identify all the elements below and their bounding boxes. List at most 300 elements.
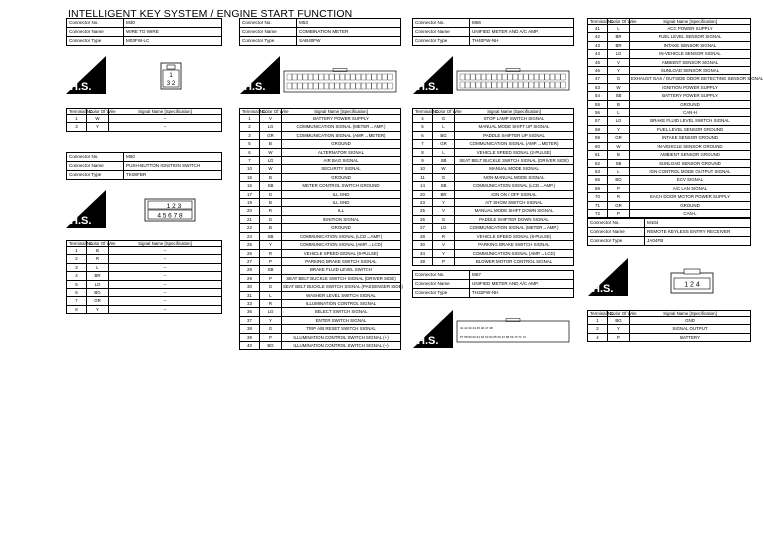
- signal-name-cell: IN-VEHICLE SENSOR GROUND: [630, 142, 751, 150]
- terminal-no-cell: 3: [240, 131, 260, 139]
- signal-name-cell: GROUND: [282, 173, 401, 181]
- table-row: [588, 41, 751, 49]
- wire-color-cell: V: [433, 241, 455, 249]
- table-row: [413, 215, 574, 223]
- m30-connector-face: [160, 62, 182, 95]
- wire-color-cell: R: [608, 193, 630, 201]
- label: Connector Name: [588, 228, 645, 237]
- signal-name-cell: BATTERY: [630, 333, 751, 341]
- terminal-no-cell: 8: [67, 305, 87, 313]
- wire-color-cell: LG: [87, 280, 109, 288]
- hs-icon: [66, 56, 106, 94]
- table-row: [413, 123, 574, 131]
- table-row: [413, 207, 574, 215]
- signal-name-cell: ILLUMINATION CONTROL SWITCH SIGNAL (+): [282, 333, 401, 341]
- table-row: [588, 325, 751, 333]
- signal-name-cell: STOP LAMP SWITCH SIGNAL: [455, 115, 574, 123]
- wire-color-cell: LG: [260, 157, 282, 165]
- header: Terminal No.: [588, 311, 608, 317]
- table-row: [413, 190, 574, 198]
- terminal-no-cell: 65: [588, 176, 608, 184]
- signal-name-cell: ILL GND: [282, 190, 401, 198]
- terminal-no-cell: 25: [240, 241, 260, 249]
- hs-icon: [413, 310, 453, 348]
- m66-connector-face: [456, 68, 570, 97]
- svg-text:H.S.: H.S.: [592, 283, 614, 295]
- table-row: [240, 173, 401, 181]
- label: Connector Type: [588, 237, 645, 246]
- table-row: [413, 232, 574, 240]
- m104-type: JA04FB: [645, 237, 751, 246]
- svg-text:1 2 3: 1 2 3: [166, 203, 182, 210]
- wire-color-cell: R: [87, 255, 109, 263]
- table-row: [413, 257, 574, 265]
- signal-name-cell: COMMUNICATION SIGNAL (LCD→AMP.): [455, 182, 574, 190]
- m30-connector-info: [66, 18, 222, 46]
- signal-name-cell: CAN-H: [630, 109, 751, 117]
- signal-name-cell: BRAKE FLUID LEVEL SWITCH: [282, 266, 401, 274]
- signal-name-cell: BRAKE FLUID LEVEL SWITCH SIGNAL: [630, 117, 751, 125]
- terminal-no-cell: 70: [588, 193, 608, 201]
- terminal-no-cell: 24: [240, 232, 260, 240]
- terminal-no-cell: 40: [240, 341, 260, 349]
- table-row: [67, 255, 222, 263]
- signal-name-cell: BATTERY POWER SUPPLY: [282, 115, 401, 123]
- signal-name-cell: –: [109, 280, 222, 288]
- svg-text:4 5 6 7 8: 4 5 6 7 8: [157, 212, 183, 220]
- wire-color-cell: BG: [608, 176, 630, 184]
- table-row: [413, 224, 574, 232]
- terminal-no-cell: 17: [240, 190, 260, 198]
- table-row: [240, 207, 401, 215]
- table-row: [240, 182, 401, 190]
- terminal-no-cell: 61: [588, 151, 608, 159]
- table-row: [413, 249, 574, 257]
- table-row: [240, 283, 401, 291]
- label: Connector No.: [240, 19, 297, 28]
- signal-name-cell: A/C LAN SIGNAL: [630, 184, 751, 192]
- table-row: [413, 131, 574, 139]
- signal-name-cell: IGNITION POWER SUPPLY: [630, 83, 751, 91]
- terminal-no-cell: 62: [588, 159, 608, 167]
- table-row: [67, 272, 222, 280]
- m67-no: M67: [470, 271, 574, 280]
- signal-name-cell: TRIP A/B RESET SWITCH SIGNAL: [282, 325, 401, 333]
- table-row: [588, 167, 751, 175]
- terminal-no-cell: 47: [588, 75, 608, 83]
- label: Connector Name: [67, 162, 124, 171]
- terminal-no-cell: 36: [240, 308, 260, 316]
- wire-color-cell: LG: [260, 308, 282, 316]
- svg-text:H.S.: H.S.: [244, 81, 266, 93]
- table-row: [588, 193, 751, 201]
- page-title: INTELLIGENT KEY SYSTEM / ENGINE START FUNCTION: [68, 8, 353, 20]
- wire-color-cell: W: [608, 142, 630, 150]
- wire-color-cell: LG: [260, 123, 282, 131]
- m66-type: TH40FW-NH: [470, 37, 574, 46]
- wire-color-cell: Y: [433, 199, 455, 207]
- terminal-no-cell: 21: [240, 215, 260, 223]
- terminal-no-cell: 63: [588, 167, 608, 175]
- header: Color Of Wire: [433, 109, 455, 115]
- wire-color-cell: W: [87, 115, 109, 123]
- svg-text:41 42 43 44 45 46 47 48: 41 42 43 44 45 46 47 48: [460, 326, 493, 330]
- hs-icon: [66, 190, 106, 228]
- svg-text:57 58 59 60 61 62 63 64 65 66: 57 58 59 60 61 62 63 64 65 66 67 68 69 70 71 72: [460, 335, 526, 339]
- signal-name-cell: COMMUNICATION SIGNAL (LCD→AMP.): [282, 232, 401, 240]
- header: Terminal No.: [67, 241, 87, 247]
- label: Connector Name: [240, 28, 297, 37]
- table-row: [240, 333, 401, 341]
- signal-name-cell: EACH DOOR MOTOR POWER SUPPLY: [630, 193, 751, 201]
- table-row: [240, 299, 401, 307]
- table-row: [67, 297, 222, 305]
- label: Connector No.: [588, 219, 645, 228]
- label: Connector Type: [67, 171, 124, 180]
- signal-name-cell: ILLUMINATION CONTROL SIGNAL: [282, 299, 401, 307]
- terminal-no-cell: 5: [413, 123, 433, 131]
- signal-name-cell: EXHAUST GAS / OUTSIDE ODOR DETECTING SENSOR SIGNAL: [631, 76, 763, 82]
- label: Connector Type: [240, 37, 297, 46]
- table-row: [588, 142, 751, 150]
- table-row: [240, 341, 401, 349]
- signal-name-cell: COMMUNICATION SIGNAL (METER→AMP.): [455, 224, 574, 232]
- terminal-no-cell: 3: [67, 263, 87, 271]
- signal-name-cell: BLOWER MOTOR CONTROL SIGNAL: [455, 257, 574, 265]
- terminal-no-cell: 41: [588, 25, 608, 33]
- m30-no: M30: [124, 19, 222, 28]
- wire-color-cell: L: [433, 148, 455, 156]
- label: Connector No.: [413, 271, 470, 280]
- table-row: [588, 109, 751, 117]
- terminal-no-cell: 4: [413, 115, 433, 123]
- signal-name-cell: NON-MANUAL MODE SIGNAL: [455, 173, 574, 181]
- signal-name-cell: SECURITY SIGNAL: [282, 165, 401, 173]
- table-row: [588, 83, 751, 91]
- signal-name-cell: SEAT BELT BUCKLE SWITCH SIGNAL (DRIVER SIDE): [282, 274, 401, 282]
- wire-color-cell: Y: [608, 67, 630, 75]
- terminal-no-cell: 44: [588, 50, 608, 58]
- wire-color-cell: LG: [433, 224, 455, 232]
- svg-text:1: 1: [169, 73, 173, 79]
- signal-name-cell: COMMUNICATION SIGNAL (AMP.→METER): [282, 131, 401, 139]
- wire-color-cell: BR: [87, 272, 109, 280]
- terminal-no-cell: 69: [588, 184, 608, 192]
- table-row: [588, 201, 751, 209]
- table-row: [240, 257, 401, 265]
- wire-color-cell: GR: [433, 140, 455, 148]
- svg-text:1 2 4: 1 2 4: [684, 281, 700, 289]
- signal-name-cell: ILLUMINATION CONTROL SWITCH SIGNAL (–): [282, 341, 401, 349]
- table-row: [588, 317, 751, 325]
- signal-name-cell: –: [109, 263, 222, 271]
- table-row: [588, 25, 751, 33]
- table-row: [588, 100, 751, 108]
- table-row: [588, 92, 751, 100]
- wire-color-cell: W: [608, 83, 630, 91]
- m50-terminal-table: [66, 240, 222, 314]
- signal-name-cell: PADDLE SHIFTER UP SIGNAL: [455, 131, 574, 139]
- signal-name-cell: VEHICLE SPEED SIGNAL (8-PULSE): [455, 232, 574, 240]
- m50-connector-face: [144, 198, 196, 227]
- terminal-no-cell: 38: [413, 257, 433, 265]
- signal-name-cell: ACC POWER SUPPLY: [630, 25, 751, 33]
- terminal-no-cell: 42: [588, 33, 608, 41]
- m50-connector-info: [66, 152, 222, 180]
- terminal-no-cell: 33: [240, 299, 260, 307]
- label: Connector Type: [67, 37, 124, 46]
- signal-name-cell: ENTER SWITCH SIGNAL: [282, 316, 401, 324]
- wire-color-cell: P: [608, 209, 630, 217]
- signal-name-cell: ILL: [282, 207, 401, 215]
- wire-color-cell: BG: [260, 341, 282, 349]
- terminal-no-cell: 27: [240, 257, 260, 265]
- wire-color-cell: L: [87, 263, 109, 271]
- table-row: [588, 151, 751, 159]
- header: Signal Name [Specification]: [109, 109, 222, 115]
- terminal-no-cell: 7: [67, 297, 87, 305]
- label: Connector Name: [413, 28, 470, 37]
- signal-name-cell: FUEL LEVEL SENSOR GROUND: [630, 125, 751, 133]
- signal-name-cell: AMBIENT SENSOR GROUND: [630, 151, 751, 159]
- wire-color-cell: W: [433, 165, 455, 173]
- header: Terminal No.: [240, 109, 260, 115]
- wire-color-cell: G: [433, 115, 455, 123]
- wire-color-cell: GR: [260, 131, 282, 139]
- wire-color-cell: SB: [608, 92, 630, 100]
- signal-name-cell: A/T SHOW SWITCH SIGNAL: [455, 199, 574, 207]
- signal-name-cell: –: [109, 247, 222, 255]
- terminal-no-cell: 58: [588, 125, 608, 133]
- table-row: [240, 131, 401, 139]
- m66-name: UNIFIED METER AND A/C AMP.: [470, 28, 574, 37]
- signal-name-cell: GROUND: [630, 100, 751, 108]
- table-row: [67, 289, 222, 297]
- table-row: [588, 176, 751, 184]
- header: Terminal No.: [413, 109, 433, 115]
- svg-text:H.S.: H.S.: [417, 335, 439, 347]
- table-row: [588, 50, 751, 58]
- m66-terminal-table: [412, 108, 574, 266]
- wire-color-cell: G: [433, 215, 455, 223]
- wire-color-cell: V: [433, 207, 455, 215]
- wire-color-cell: BR: [608, 41, 630, 49]
- label: Connector Type: [413, 37, 470, 46]
- terminal-no-cell: 19: [240, 199, 260, 207]
- header: Color Of Wire: [608, 311, 630, 317]
- terminal-no-cell: 22: [240, 224, 260, 232]
- wire-color-cell: Y: [260, 241, 282, 249]
- signal-name-cell: COMMUNICATION SIGNAL (METER→AMP.): [282, 123, 401, 131]
- header: Terminal No.: [67, 109, 87, 115]
- signal-name-cell: SUNLOAD SENSOR GROUND: [630, 159, 751, 167]
- terminal-no-cell: 39: [240, 333, 260, 341]
- terminal-no-cell: 71: [588, 201, 608, 209]
- label: Connector No.: [67, 19, 124, 28]
- signal-name-cell: BATTERY POWER SUPPLY: [630, 92, 751, 100]
- wire-color-cell: BR: [608, 33, 630, 41]
- wire-color-cell: B: [260, 173, 282, 181]
- wire-color-cell: V: [260, 115, 282, 123]
- wire-color-cell: B: [608, 151, 630, 159]
- m53-connector-face: [283, 68, 397, 99]
- terminal-no-cell: 7: [413, 140, 433, 148]
- wire-color-cell: BG: [608, 317, 630, 325]
- wire-color-cell: Y: [87, 305, 109, 313]
- wire-color-cell: GR: [87, 297, 109, 305]
- signal-name-cell: WASHER LEVEL SWITCH SIGNAL: [282, 291, 401, 299]
- terminal-no-cell: 1: [588, 317, 608, 325]
- table-row: [240, 241, 401, 249]
- m30-name: WIRE TO WIRE: [124, 28, 222, 37]
- terminal-no-cell: 3: [67, 123, 87, 131]
- wire-color-cell: B: [608, 100, 630, 108]
- svg-text:3 2: 3 2: [166, 81, 176, 87]
- terminal-no-cell: 57: [588, 117, 608, 125]
- wire-color-cell: SB: [260, 182, 282, 190]
- terminal-no-cell: 7: [240, 157, 260, 165]
- table-row: [413, 165, 574, 173]
- terminal-no-cell: 55: [588, 100, 608, 108]
- terminal-no-cell: 5: [240, 140, 260, 148]
- wire-color-cell: Y: [608, 125, 630, 133]
- table-row: [588, 117, 751, 125]
- table-row: [240, 308, 401, 316]
- table-row: [413, 157, 574, 165]
- terminal-no-cell: 9: [413, 157, 433, 165]
- wire-color-cell: B: [260, 140, 282, 148]
- m30-terminal-table: [66, 108, 222, 132]
- wire-color-cell: SB: [433, 157, 455, 165]
- wire-color-cell: L: [433, 123, 455, 131]
- wire-color-cell: R: [260, 207, 282, 215]
- terminal-no-cell: 2: [588, 325, 608, 333]
- wire-color-cell: L: [608, 167, 630, 175]
- header: Signal Name [Specification]: [109, 241, 222, 247]
- terminal-no-cell: 72: [588, 209, 608, 217]
- wire-color-cell: R: [260, 249, 282, 257]
- table-row: [240, 123, 401, 131]
- m67-terminal-table: [587, 18, 763, 218]
- m104-connector-face: [670, 268, 714, 299]
- header: Signal Name [Specification]: [282, 109, 401, 115]
- signal-name-cell: PARKING BRAKE SWITCH SIGNAL: [282, 257, 401, 265]
- svg-text:H.S.: H.S.: [417, 81, 439, 93]
- table-row: [588, 67, 751, 75]
- m104-terminal-table: [587, 310, 751, 342]
- signal-name-cell: MANUAL MODE SHIFT UP SIGNAL: [455, 123, 574, 131]
- signal-name-cell: PADDLE SHIFTER DOWN SIGNAL: [455, 215, 574, 223]
- table-row: [240, 266, 401, 274]
- terminal-no-cell: 20: [240, 207, 260, 215]
- terminal-no-cell: 10: [413, 165, 433, 173]
- wire-color-cell: P: [260, 333, 282, 341]
- hs-icon: [588, 258, 628, 296]
- table-row: [413, 140, 574, 148]
- table-row: [413, 148, 574, 156]
- terminal-no-cell: 6: [240, 148, 260, 156]
- signal-name-cell: VEHICLE SPEED SIGNAL (8-PULSE): [282, 249, 401, 257]
- m67-connector-info: [412, 270, 574, 298]
- table-row: [240, 115, 401, 123]
- wire-color-cell: Y: [260, 316, 282, 324]
- wire-color-cell: BG: [87, 289, 109, 297]
- wire-color-cell: P: [608, 184, 630, 192]
- signal-name-cell: ALTERNATOR SIGNAL: [282, 148, 401, 156]
- terminal-no-cell: 26: [240, 249, 260, 257]
- m104-no: M104: [645, 219, 751, 228]
- terminal-no-cell: 1: [67, 247, 87, 255]
- table-row: [588, 134, 751, 142]
- table-row: [67, 123, 222, 131]
- svg-text:H.S.: H.S.: [70, 81, 92, 93]
- wire-color-cell: B: [87, 247, 109, 255]
- table-row: [588, 333, 751, 341]
- table-row: [240, 224, 401, 232]
- m50-type: TK08FBR: [124, 171, 222, 180]
- table-row: [588, 33, 751, 41]
- terminal-no-cell: 30: [413, 241, 433, 249]
- terminal-no-cell: 2: [240, 123, 260, 131]
- terminal-no-cell: 60: [588, 142, 608, 150]
- signal-name-cell: IGN CONTROL MODE OUTPUT SIGNAL: [630, 167, 751, 175]
- terminal-no-cell: 4: [588, 333, 608, 341]
- wire-color-cell: G: [433, 173, 455, 181]
- signal-name-cell: –: [109, 123, 222, 131]
- table-row: [588, 125, 751, 133]
- signal-name-cell: –: [109, 297, 222, 305]
- wire-color-cell: P: [433, 257, 455, 265]
- signal-name-cell: SUNLOAD SENSOR SIGNAL: [630, 67, 751, 75]
- wire-color-cell: P: [608, 333, 630, 341]
- m67-type: TH32FW-NH: [470, 289, 574, 298]
- signal-name-cell: ILL GND: [282, 199, 401, 207]
- wire-color-cell: G: [260, 283, 282, 291]
- m50-no: M50: [124, 153, 222, 162]
- table-row: [588, 159, 751, 167]
- terminal-no-cell: 53: [588, 83, 608, 91]
- signal-name-cell: PARKING BRAKE SWITCH SIGNAL: [455, 241, 574, 249]
- wire-color-cell: G: [260, 325, 282, 333]
- table-row: [413, 199, 574, 207]
- terminal-no-cell: 54: [588, 92, 608, 100]
- wire-color-cell: G: [608, 75, 630, 83]
- signal-name-cell: SEAT BELT BUCKLE SWITCH SIGNAL (PASSENGER SIDE): [283, 284, 403, 290]
- signal-name-cell: FUEL LEVEL SENSOR SIGNAL: [630, 33, 751, 41]
- m104-connector-info: [587, 218, 751, 246]
- table-row: [240, 199, 401, 207]
- signal-name-cell: VEHICLE SPEED SIGNAL (2-PULSE): [455, 148, 574, 156]
- m53-type: SAB40FW: [297, 37, 401, 46]
- signal-name-cell: MANUAL MODE SHIFT DOWN SIGNAL: [455, 207, 574, 215]
- table-row: [588, 184, 751, 192]
- terminal-no-cell: 23: [413, 199, 433, 207]
- wire-color-cell: BG: [433, 131, 455, 139]
- signal-name-cell: INTAKE SENSOR GROUND: [630, 134, 751, 142]
- label: Connector Name: [413, 280, 470, 289]
- label: Connector Type: [413, 289, 470, 298]
- terminal-no-cell: 6: [413, 131, 433, 139]
- header: Signal Name [Specification]: [630, 311, 751, 317]
- wire-color-cell: G: [260, 190, 282, 198]
- header: Signal Name [Specification]: [455, 109, 574, 115]
- terminal-no-cell: 34: [413, 249, 433, 257]
- terminal-no-cell: 6: [67, 289, 87, 297]
- terminal-no-cell: 1: [67, 115, 87, 123]
- signal-name-cell: –: [109, 115, 222, 123]
- table-row: [413, 241, 574, 249]
- m67-connector-face: [456, 318, 570, 349]
